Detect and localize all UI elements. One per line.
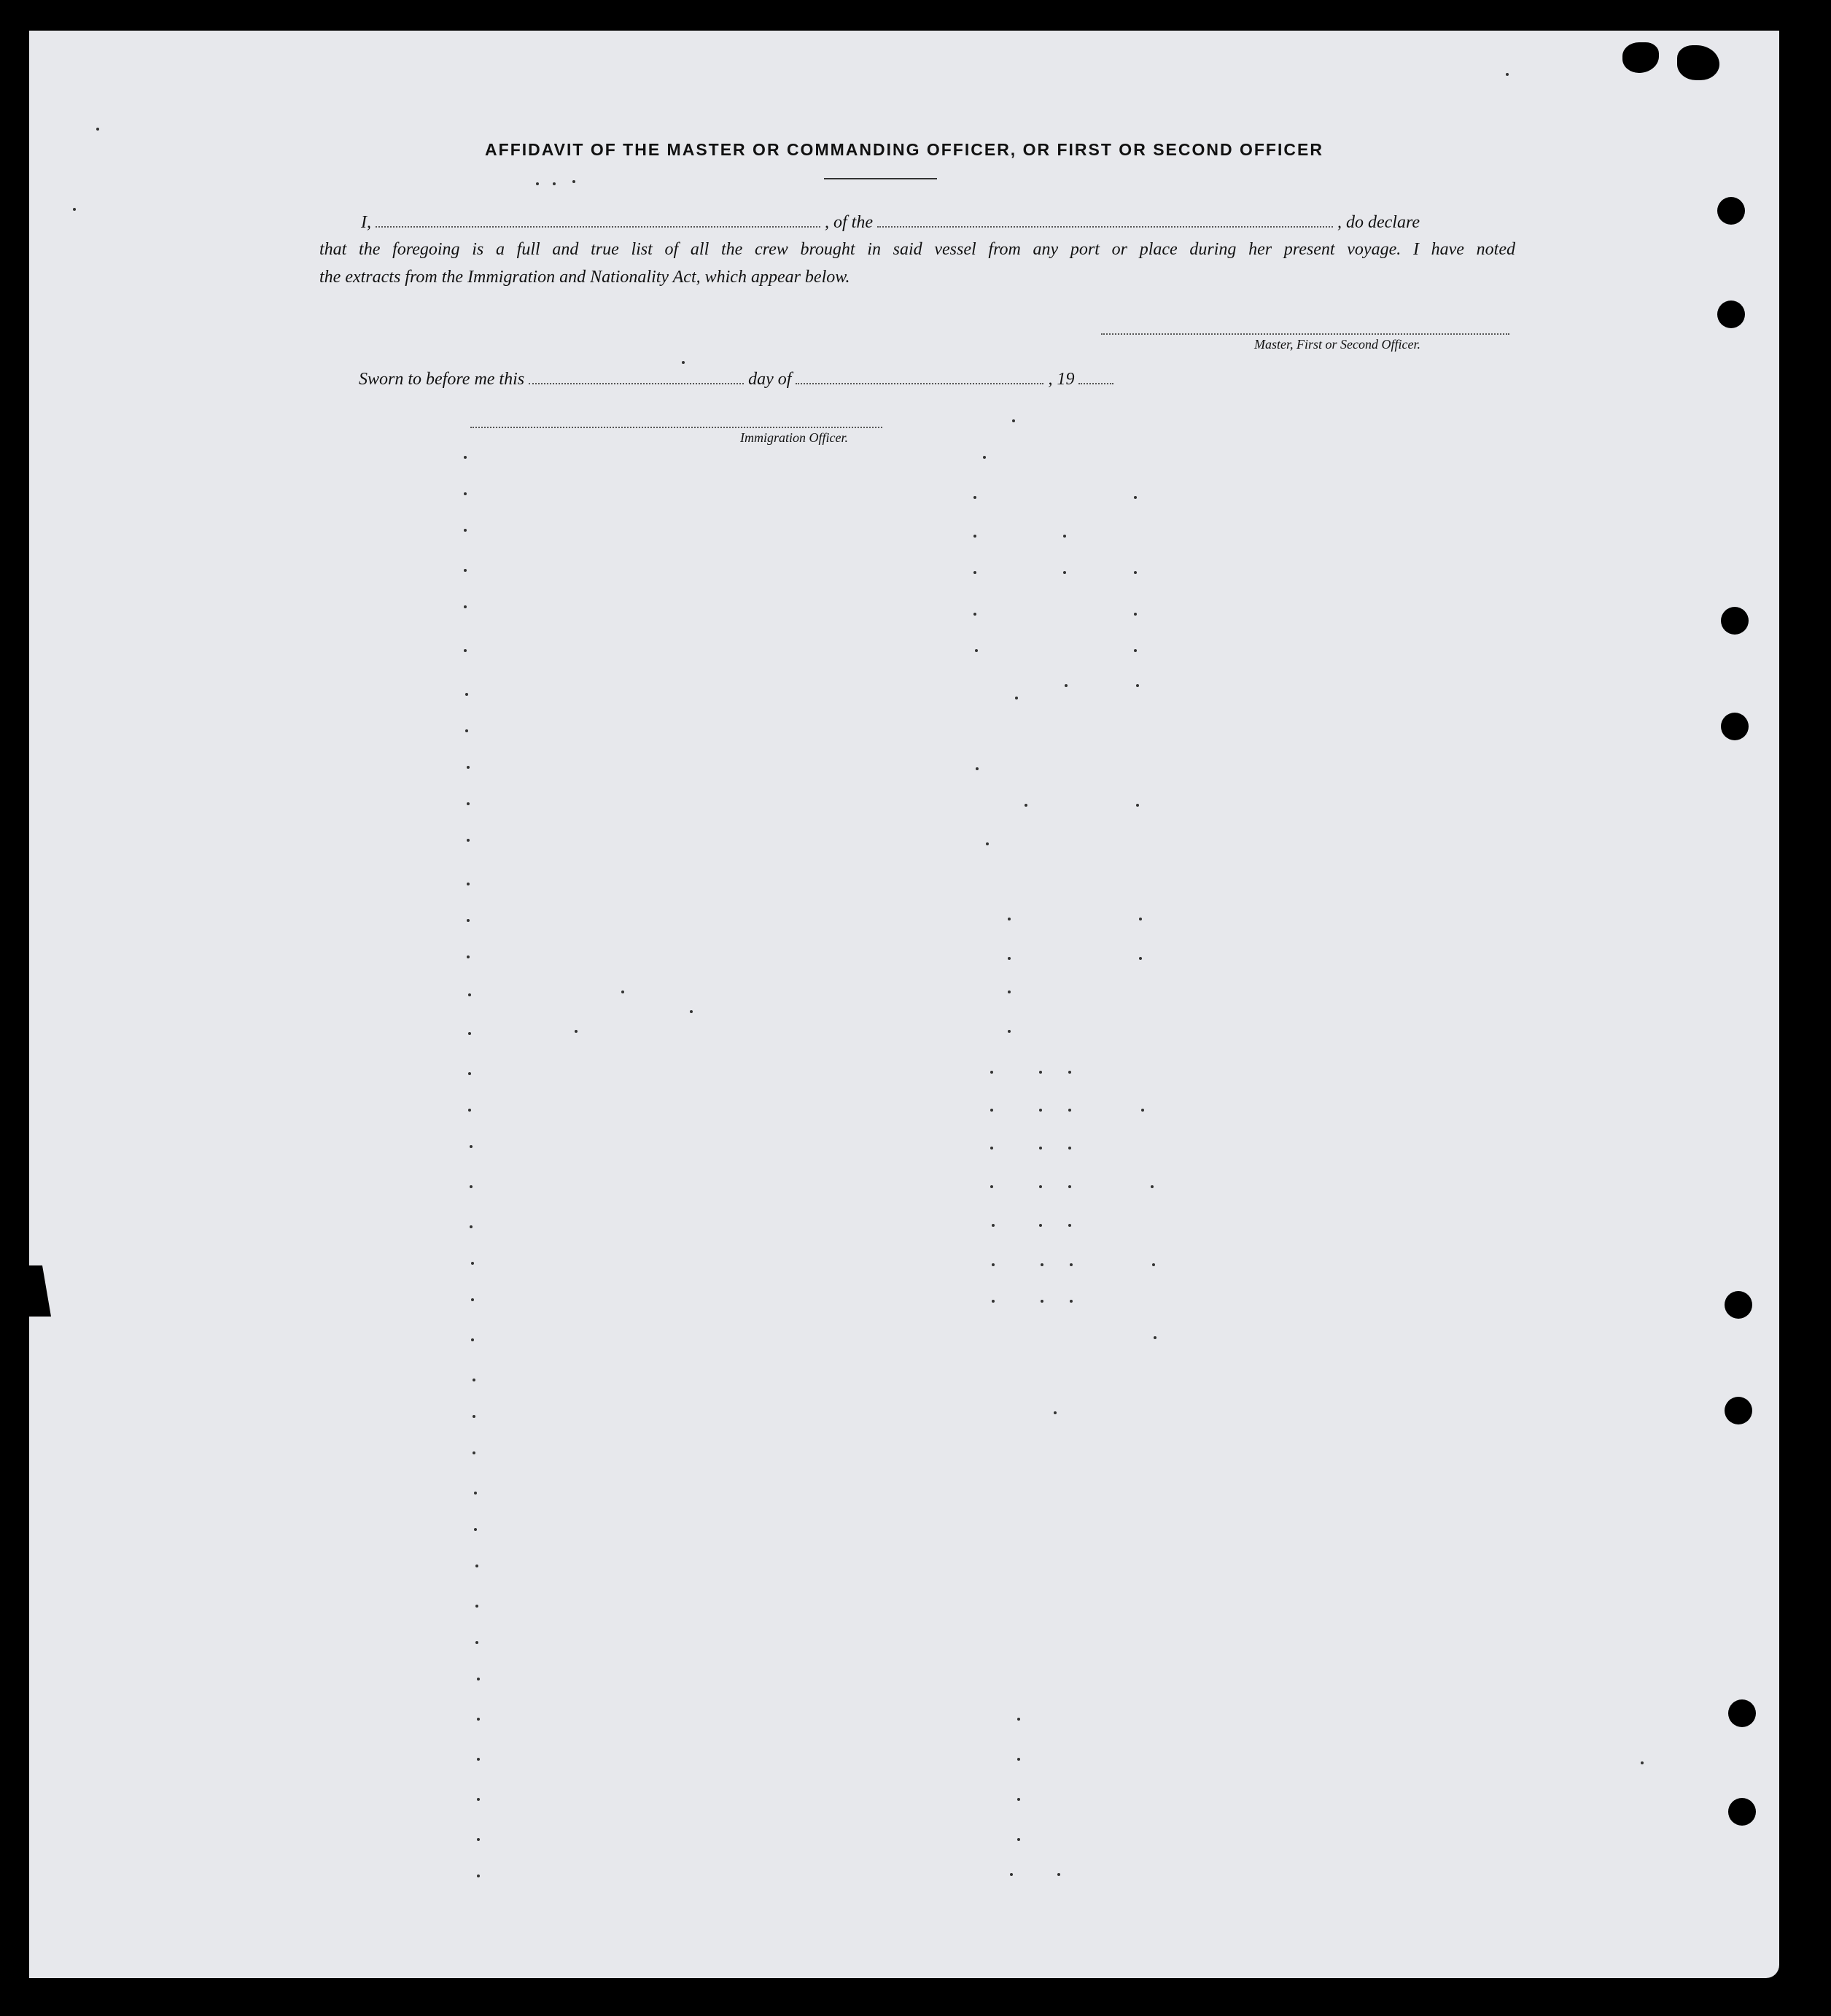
immigration-officer-signature-field[interactable] <box>470 426 882 428</box>
punch-hole <box>1728 1798 1756 1826</box>
scan-speck <box>1015 697 1018 699</box>
scan-speck <box>1012 419 1015 422</box>
scan-speck <box>1068 1224 1071 1227</box>
scan-speck <box>473 1379 475 1381</box>
scan-speck <box>465 729 468 732</box>
title-underline <box>824 178 937 179</box>
scan-speck <box>983 456 986 459</box>
day-of-text: day of <box>748 370 792 389</box>
scan-speck <box>464 529 467 532</box>
scan-speck <box>467 919 470 922</box>
scan-speck <box>1065 684 1068 687</box>
scan-speck <box>973 613 976 616</box>
scan-speck <box>1136 684 1139 687</box>
master-signature-label: Master, First or Second Officer. <box>1254 337 1420 352</box>
affidavit-title: AFFIDAVIT OF THE MASTER OR COMMANDING OFFICER, OR FIRST OR SECOND OFFICER <box>485 140 1323 159</box>
vessel-name-field[interactable] <box>877 225 1333 228</box>
scan-speck <box>1008 1030 1011 1033</box>
scan-speck <box>468 1032 471 1035</box>
scan-speck <box>1025 804 1027 807</box>
scan-speck <box>1641 1761 1644 1764</box>
scan-speck <box>467 802 470 805</box>
scan-speck <box>1017 1798 1020 1801</box>
scan-speck <box>464 649 467 652</box>
scan-speck <box>1017 1758 1020 1761</box>
scan-speck <box>470 1145 473 1148</box>
scan-speck <box>473 1451 475 1454</box>
scan-speck <box>1139 918 1142 920</box>
declaration-line-2: that the foregoing is a full and true list of all the crew brought in said vessel from any port or place during her present voyage. I have noted <box>319 240 1515 259</box>
scan-speck <box>1154 1336 1156 1339</box>
scan-speck <box>1134 649 1137 652</box>
scan-speck <box>475 1565 478 1567</box>
scan-speck <box>690 1010 693 1013</box>
scan-speck <box>467 766 470 769</box>
scan-speck <box>1068 1109 1071 1112</box>
scan-speck <box>973 496 976 499</box>
scan-speck <box>471 1298 474 1301</box>
scan-speck <box>1017 1718 1020 1721</box>
scan-speck <box>990 1185 993 1188</box>
scan-speck <box>682 361 685 364</box>
torn-mark-right <box>1677 45 1719 80</box>
scan-speck <box>575 1030 578 1033</box>
scan-speck <box>1039 1147 1042 1149</box>
scan-speck <box>1057 1873 1060 1876</box>
punch-hole <box>1721 713 1749 740</box>
scan-speck <box>464 569 467 572</box>
scan-speck <box>1041 1263 1043 1266</box>
scan-speck <box>1506 73 1509 76</box>
scan-speck <box>477 1718 480 1721</box>
scan-speck <box>464 492 467 495</box>
scan-speck <box>467 839 470 842</box>
scan-speck <box>468 1109 471 1112</box>
scan-speck <box>621 990 624 993</box>
scan-speck <box>477 1678 480 1680</box>
scan-speck <box>1063 535 1066 538</box>
scan-speck <box>973 535 976 538</box>
declaration-line-1 <box>361 213 1420 233</box>
sworn-day-field[interactable] <box>529 381 744 384</box>
scan-speck <box>477 1838 480 1841</box>
sworn-prefix: Sworn to before me this <box>359 370 525 389</box>
sworn-year-field[interactable] <box>1078 381 1113 384</box>
scan-speck <box>470 1225 473 1228</box>
scan-speck <box>471 1338 474 1341</box>
scan-speck <box>1134 496 1137 499</box>
scan-speck <box>1039 1109 1042 1112</box>
scan-speck <box>1008 957 1011 960</box>
scan-speck <box>992 1224 995 1227</box>
declarant-name-field[interactable] <box>376 225 820 228</box>
scan-speck <box>1039 1185 1042 1188</box>
scan-speck <box>464 605 467 608</box>
scan-speck <box>992 1300 995 1303</box>
scan-speck <box>468 1072 471 1075</box>
scan-speck <box>1134 571 1137 574</box>
immigration-officer-label: Immigration Officer. <box>740 430 848 445</box>
scan-speck <box>1152 1263 1155 1266</box>
document-page <box>29 31 1779 1978</box>
scan-speck <box>1039 1224 1042 1227</box>
year-prefix: , 19 <box>1048 370 1075 389</box>
scan-speck <box>990 1109 993 1112</box>
scan-speck <box>1017 1838 1020 1841</box>
scan-speck <box>1008 990 1011 993</box>
scan-speck <box>474 1528 477 1531</box>
scan-speck <box>572 180 575 183</box>
scan-speck <box>73 208 76 211</box>
scan-speck <box>474 1492 477 1494</box>
scan-speck <box>1054 1411 1057 1414</box>
scan-speck <box>1008 918 1011 920</box>
scan-speck <box>477 1875 480 1877</box>
scan-speck <box>1151 1185 1154 1188</box>
scan-speck <box>465 693 468 696</box>
scan-speck <box>471 1262 474 1265</box>
scan-speck <box>477 1798 480 1801</box>
scan-speck <box>468 993 471 996</box>
do-declare-text: , do declare <box>1337 213 1420 232</box>
scan-speck <box>467 883 470 885</box>
scan-speck <box>992 1263 995 1266</box>
scan-speck <box>1039 1071 1042 1074</box>
master-signature-field[interactable] <box>1101 333 1509 335</box>
scan-speck <box>1070 1263 1073 1266</box>
scan-speck <box>470 1185 473 1188</box>
scan-speck <box>1134 613 1137 616</box>
punch-hole <box>1717 197 1745 225</box>
scan-speck <box>1010 1873 1013 1876</box>
scan-speck <box>464 456 467 459</box>
sworn-month-field[interactable] <box>796 381 1043 384</box>
punch-hole <box>1728 1699 1756 1727</box>
of-the-text: , of the <box>825 213 873 232</box>
scan-speck <box>1068 1185 1071 1188</box>
scan-speck <box>553 182 556 185</box>
scan-speck <box>1068 1147 1071 1149</box>
scan-speck <box>1068 1071 1071 1074</box>
punch-hole <box>1725 1291 1752 1319</box>
scan-speck <box>1070 1300 1073 1303</box>
scan-speck <box>1141 1109 1144 1112</box>
scan-speck <box>990 1071 993 1074</box>
scan-speck <box>1136 804 1139 807</box>
scan-speck <box>467 955 470 958</box>
scan-speck <box>976 767 979 770</box>
scan-speck <box>473 1415 475 1418</box>
scan-speck <box>475 1605 478 1608</box>
scan-speck <box>986 842 989 845</box>
scan-speck <box>1139 957 1142 960</box>
scan-speck <box>990 1147 993 1149</box>
declarant-prefix: I, <box>361 213 371 232</box>
scan-speck <box>973 571 976 574</box>
scan-speck <box>975 649 978 652</box>
scan-speck <box>536 182 539 185</box>
sworn-line <box>359 370 1113 389</box>
declaration-line-3: the extracts from the Immigration and Nationality Act, which appear below. <box>319 268 850 287</box>
scan-speck <box>1041 1300 1043 1303</box>
punch-hole <box>1725 1397 1752 1424</box>
scan-speck <box>475 1641 478 1644</box>
punch-hole <box>1717 301 1745 328</box>
punch-hole <box>1721 607 1749 635</box>
scan-speck <box>477 1758 480 1761</box>
scan-speck <box>1063 571 1066 574</box>
scan-speck <box>96 128 99 131</box>
